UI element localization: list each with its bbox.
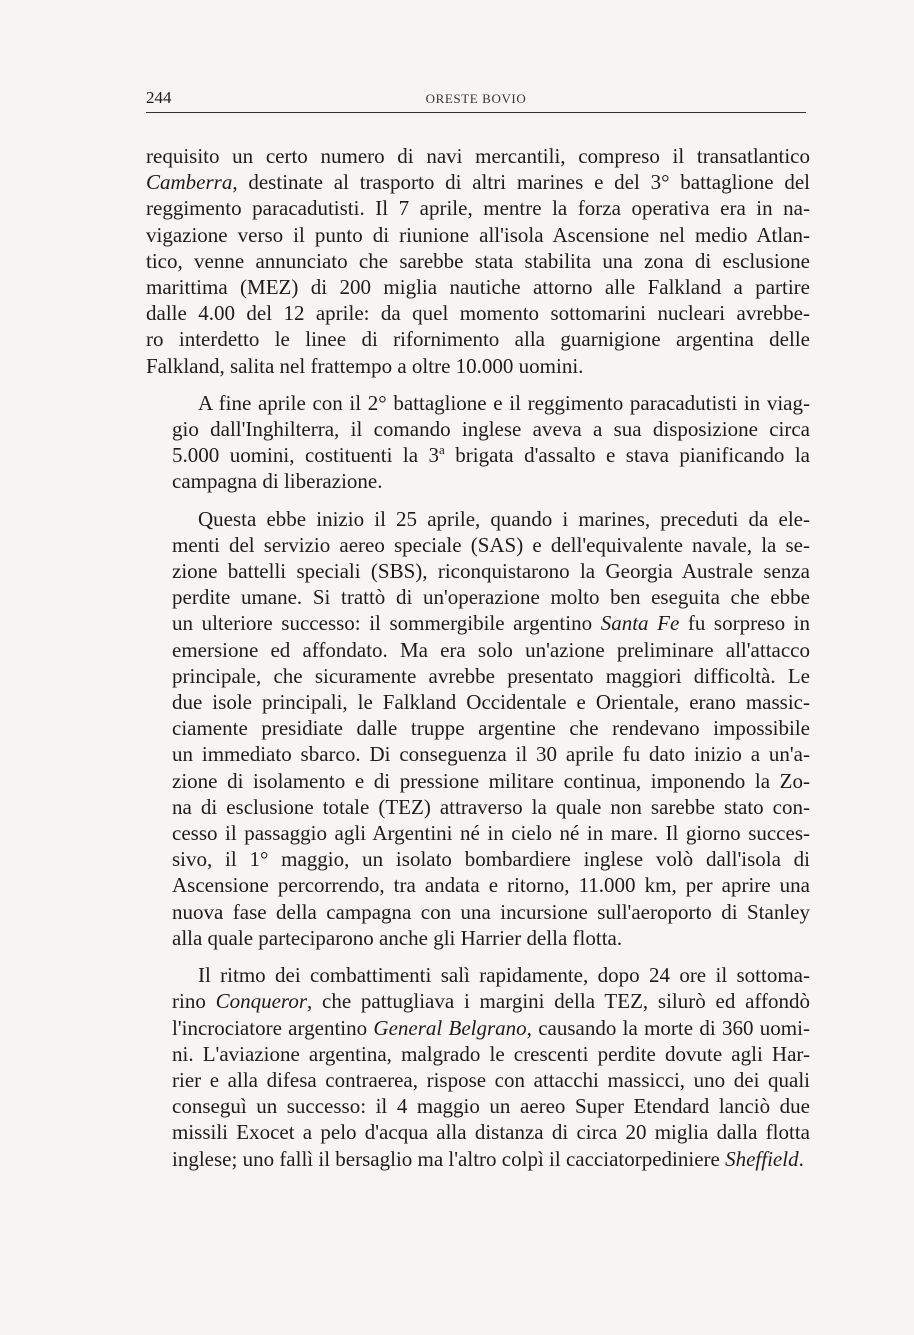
- paragraph: [146, 962, 810, 1172]
- text-line: campagna di liberazione.: [172, 469, 383, 494]
- text-line: principale, che sicuramente avrebbe presentato maggiori difficoltà. Le: [172, 663, 810, 688]
- paragraph: [146, 143, 810, 379]
- text-line: gio dall'Inghilterra, il comando inglese aveva a sua disposizione circa: [172, 417, 810, 442]
- text-line: ro interdetto le linee di rifornimento alla guarnigione argentina delle: [146, 327, 810, 352]
- text-line: A fine aprile con il 2° battaglione e il reggimento paracadutisti in viag-: [198, 390, 810, 415]
- text-line: 5.000 uomini, costituenti la 3$^a$ brigata d'assalto e stava pianificando la: [172, 442, 810, 468]
- running-title: ORESTE BOVIO: [425, 91, 527, 106]
- paragraph: [146, 506, 810, 951]
- text-line: alla quale parteciparono anche gli Harrier della flotta.: [172, 925, 623, 950]
- text-line: inglese; uno fallì il bersaglio ma l'altro colpì il cacciatorpediniere Sheffield.: [172, 1146, 804, 1171]
- text-line: Camberra, destinate al trasporto di altri marines e del 3° battaglione del: [146, 170, 810, 195]
- text-line: Il ritmo dei combattimenti salì rapidamente, dopo 24 ore il sottoma-: [198, 963, 810, 988]
- text-line: marittima (MEZ) di 200 miglia nautiche attorno alle Falkland a partire: [146, 275, 810, 300]
- text-line: perdite umane. Si trattò di un'operazione molto ben eseguita che ebbe: [172, 585, 810, 610]
- page-header: [146, 86, 806, 113]
- text-line: missili Exocet a pelo d'acqua alla distanza di circa 20 miglia dalla flotta: [172, 1120, 810, 1145]
- text-line: un ulteriore successo: il sommergibile argentino Santa Fe fu sorpreso in: [172, 611, 811, 636]
- text-line: vigazione verso il punto di riunione all'isola Ascensione nel medio Atlan-: [146, 222, 810, 247]
- text-line: l'incrociatore argentino General Belgrano, causando la morte di 360 uomi-: [172, 1015, 810, 1040]
- text-line: due isole principali, le Falkland Occidentale e Orientale, erano massic-: [172, 690, 810, 715]
- text-line: conseguì un successo: il 4 maggio un aereo Super Etendard lanciò due: [172, 1094, 810, 1119]
- text-line: rier e alla difesa contraerea, rispose con attacchi massicci, uno dei quali: [172, 1067, 810, 1092]
- text-line: zione di isolamento e di pressione militare continua, imponendo la Zo-: [172, 768, 810, 793]
- text-line: tico, venne annunciato che sarebbe stata stabilita una zona di esclusione: [146, 248, 810, 273]
- text-line: zione battelli speciali (SBS), riconquistarono la Georgia Australe senza: [172, 559, 810, 584]
- page-number: 244: [146, 88, 172, 107]
- text-line: sivo, il 1° maggio, un isolato bombardiere inglese volò dall'isola di: [172, 847, 810, 872]
- text-line: ni. L'aviazione argentina, malgrado le crescenti perdite dovute agli Har-: [172, 1041, 810, 1066]
- paragraph: [146, 390, 810, 495]
- text-line: ciamente presidiate dalle truppe argentine che rendevano impossibile: [172, 716, 810, 741]
- text-line: reggimento paracadutisti. Il 7 aprile, mentre la forza operativa era in na-: [146, 196, 810, 221]
- text-line: requisito un certo numero di navi mercantili, compreso il transatlantico: [146, 144, 810, 168]
- text-line: dalle 4.00 del 12 aprile: da quel momento sottomarini nucleari avrebbe-: [146, 301, 810, 326]
- text-line: Questa ebbe inizio il 25 aprile, quando i marines, preceduti da ele-: [198, 506, 810, 531]
- text-line: rino Conqueror, che pattugliava i margini della TEZ, silurò ed affondò: [172, 989, 811, 1014]
- text-line: cesso il passaggio agli Argentini né in cielo né in mare. Il giorno succes-: [172, 821, 810, 846]
- text-line: nuova fase della campagna con una incursione sull'aeroporto di Stanley: [172, 899, 810, 924]
- text-line: un immediato sbarco. Di conseguenza il 30 aprile fu dato inizio a un'a-: [172, 742, 810, 767]
- body-text: [146, 143, 810, 1183]
- text-line: emersione ed affondato. Ma era solo un'azione preliminare all'attacco: [172, 637, 810, 662]
- text-line: menti del servizio aereo speciale (SAS) e dell'equivalente navale, la se-: [172, 532, 810, 557]
- text-line: Ascensione percorrendo, tra andata e ritorno, 11.000 km, per aprire una: [172, 873, 810, 898]
- text-line: Falkland, salita nel frattempo a oltre 10.000 uomini.: [146, 353, 584, 378]
- text-line: na di esclusione totale (TEZ) attraverso la quale non sarebbe stato con-: [172, 794, 810, 819]
